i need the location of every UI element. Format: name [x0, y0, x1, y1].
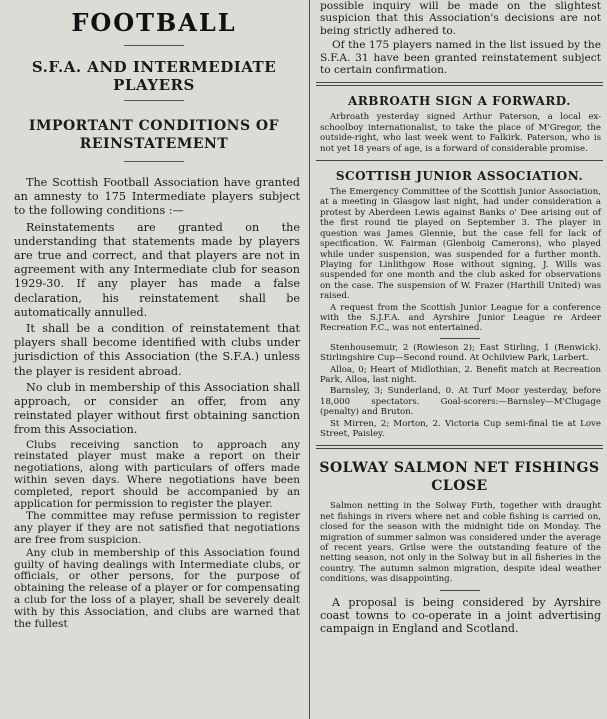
arbroath-heading: ARBROATH SIGN A FORWARD. [348, 94, 571, 109]
subheading-rule [124, 100, 184, 101]
conditions-rule [124, 161, 184, 162]
article-paragraph: The committee may refuse permission to register any player if they are not satisfied that negotiations are free from suspicion. [14, 510, 300, 547]
section-rule [316, 160, 603, 161]
continuation-paragraph: Of the 175 players named in the list issued by the S.F.A. 31 have been granted reinstatement subject to certain confirmation. [320, 39, 601, 77]
result-item: St Mirren, 2; Morton, 2. Victoria Cup semi-final tie at Love Street, Paisley. [320, 418, 601, 439]
result-item: Alloa, 0; Heart of Midlothian, 2. Benefit match at Recreation Park, Alloa, last night. [320, 364, 601, 385]
article-paragraph: Reinstatements are granted on the understanding that statements made by players are true and correct, and that players are not in agreement with any Intermediate club for season 1929-30. If any player has made a false declaration, his reinstatement shall be automatically annulled. [14, 220, 300, 319]
salmon-heading: SOLWAY SALMON NET FISHINGS CLOSE [319, 460, 600, 495]
article-paragraph: Any club in membership of this Association found guilty of having dealings with Intermediate clubs, or officials, or other persons, for the purpose of obtaining the release of a player or for compensating a club for the loss of a player, shall be severely dealt with by this Association, and clubs are warned that the fullest [14, 546, 300, 630]
article-paragraph: The Scottish Football Association have granted an amnesty to 175 Intermediate players subject to the following conditions :— [14, 176, 300, 218]
junior-paragraph: The Emergency Committee of the Scottish Junior Association, at a meeting in Glasgow last night, had under consideration a protest by Aberdeen Lewis against Banks o' Dee arising out of the first round tie played on September 3. The player in question was James Glennie, but the case fell for lack of specification. W. Fairman (Glenboig Camerons), who played while under suspension, was suspended for a further month. Playing for Linlithgow Rose without signing, J. Wills was suspended for one month and the club asked for observations on the case. The suspension of W. Frazer (Harthill United) was raised. [320, 187, 601, 302]
proposal-text: A proposal is being considered by Ayrshire coast towns to co-operate in a joint advertising campaign in England and Scotland. [320, 595, 601, 636]
heading-rule [124, 45, 184, 46]
section-rule [316, 445, 603, 449]
result-item: Barnsley, 3; Sunderland, 0. At Turf Moor yesterday, before 18,000 spectators. Goal-scorers:—Barnsley—M'Clugage (penalty) and Bruton. [320, 386, 601, 418]
article-paragraph: It shall be a condition of reinstatement that players shall become identified with clubs under jurisdiction of this Association (the S.F.A.) unless the player is resident abroad. [14, 322, 300, 378]
result-item: Stenhousemuir, 2 (Rowieson 2); East Stirling, 1 (Renwick). Stirlingshire Cup—Second round. At Ochilview Park, Larbert. [320, 342, 601, 364]
continuation-paragraph: possible inquiry will be made on the slightest suspicion that this Association's decisions are not being strictly adhered to. [320, 0, 601, 37]
section-rule [316, 82, 603, 86]
section-rule [440, 590, 480, 591]
right-column [312, 0, 607, 719]
section-rule [440, 338, 480, 339]
arbroath-text: Arbroath yesterday signed Arthur Paterson, a local ex-schoolboy internationalist, to take the place of M'Gregor, the outside-right, who last week went to Falkirk. Paterson, who is not yet 18 years of age, is a forward of considerable promise. [320, 112, 601, 154]
football-heading: FOOTBALL [71, 8, 237, 37]
sfa-heading: S.F.A. AND INTERMEDIATE PLAYERS [31, 58, 277, 94]
junior-heading: SCOTTISH JUNIOR ASSOCIATION. [335, 169, 584, 184]
article-paragraph: No club in membership of this Association shall approach, or consider an offer, from any reinstated player without first obtaining sanction from this Association. [14, 380, 300, 437]
conditions-heading: IMPORTANT CONDITIONS OF REINSTATEMENT [28, 118, 280, 152]
salmon-text: Salmon netting in the Solway Firth, together with draught net fishings in rivers where net and coble fishing is carried on, closed for the season with the midnight tide on Monday. The migration of summer salmon was considered under the average of recent years. Grilse were the outstanding feature of the netting season, not only in the Solway but in all fisheries in the country. The autumn salmon migration, despite ideal weather conditions, was disappointing. [320, 501, 601, 585]
column-divider [309, 0, 310, 719]
article-paragraph: Clubs receiving sanction to approach any reinstated player must make a report on their negotiations, along with particulars of offers made within seven days. Where negotiations have been completed, report should be accompanied by an application for permission to register the player. [14, 438, 300, 510]
junior-paragraph: A request from the Scottish Junior League for a conference with the S.J.F.A. and Ayrshire Junior League re Ardeer Recreation F.C., was not entertained. [320, 302, 601, 334]
